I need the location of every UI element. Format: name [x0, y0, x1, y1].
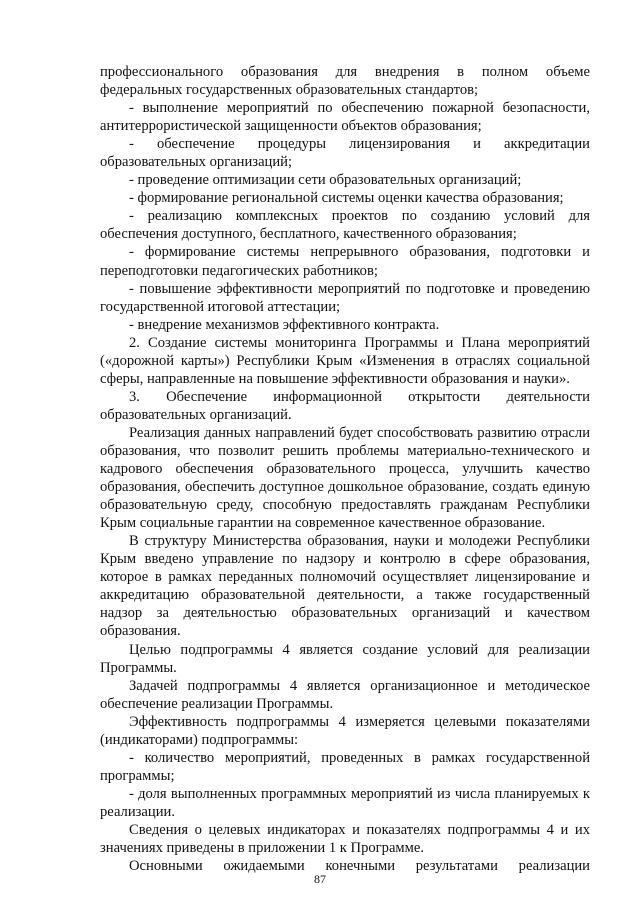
paragraph: - формирование системы непрерывного образования, подготовки и переподготовки педагогических работников;	[100, 244, 590, 279]
paragraph: Эффективность подпрограммы 4 измеряется целевыми показателями (индикаторами) подпрограммы:	[100, 713, 590, 748]
paragraph: - проведение оптимизации сети образовательных организаций;	[129, 172, 522, 189]
paragraph: - обеспечение процедуры лицензирования и аккредитации образовательных организаций;	[100, 136, 590, 171]
paragraph: - внедрение механизмов эффективного контракта.	[129, 316, 440, 333]
paragraph: 2. Создание системы мониторинга Программы и Плана мероприятий («дорожной карты») Республики Крым «Изменения в отраслях социальной сферы, направленные на повышение эффективности образования и науки».	[100, 334, 590, 387]
paragraph: Основными ожидаемыми конечными результатами реализации	[129, 858, 590, 875]
paragraph: Реализация данных направлений будет способствовать развитию отрасли образования, что позволит решить проблемы материально-технического и кадрового обеспечения образовательного процесса, улучшить качество образования, обеспечить доступное дошкольное образование, создать единую образовательную среду, способную предоставлять гражданам Республики Крым социальные гарантии на современное качественное образование.	[100, 424, 590, 532]
page-number: 87	[314, 872, 326, 886]
paragraph: - выполнение мероприятий по обеспечению пожарной безопасности, антитеррористической защищенности объектов образования;	[100, 100, 590, 135]
paragraph: - количество мероприятий, проведенных в рамках государственной программы;	[100, 749, 590, 784]
paragraph: профессионального образования для внедрения в полном объеме федеральных государственных образовательных стандартов;	[100, 64, 590, 99]
paragraph: - доля выполненных программных мероприятий из числа планируемых к реализации.	[100, 785, 590, 820]
paragraph: - повышение эффективности мероприятий по подготовке и проведению государственной итоговой аттестации;	[100, 280, 590, 315]
document-body	[100, 63, 590, 875]
paragraph: Целью подпрограммы 4 является создание условий для реализации Программы.	[100, 641, 590, 676]
paragraph: Задачей подпрограммы 4 является организационное и методическое обеспечение реализации Программы.	[100, 677, 590, 712]
paragraph: В структуру Министерства образования, науки и молодежи Республики Крым введено управление по надзору и контролю в сфере образования, которое в рамках переданных полномочий осуществляет лицензирование и аккредитацию образовательной деятельности, а также государственный надзор за деятельностью образовательных организаций и качеством образования.	[100, 533, 590, 640]
paragraph: 3. Обеспечение информационной открытости деятельности образовательных организаций.	[100, 388, 590, 423]
paragraph: - реализацию комплексных проектов по созданию условий для обеспечения доступного, бесплатного, качественного образования;	[100, 208, 590, 243]
paragraph: - формирование региональной системы оценки качества образования;	[129, 190, 564, 207]
paragraph: Сведения о целевых индикаторах и показателях подпрограммы 4 и их значениях приведены в приложении 1 к Программе.	[100, 821, 590, 857]
